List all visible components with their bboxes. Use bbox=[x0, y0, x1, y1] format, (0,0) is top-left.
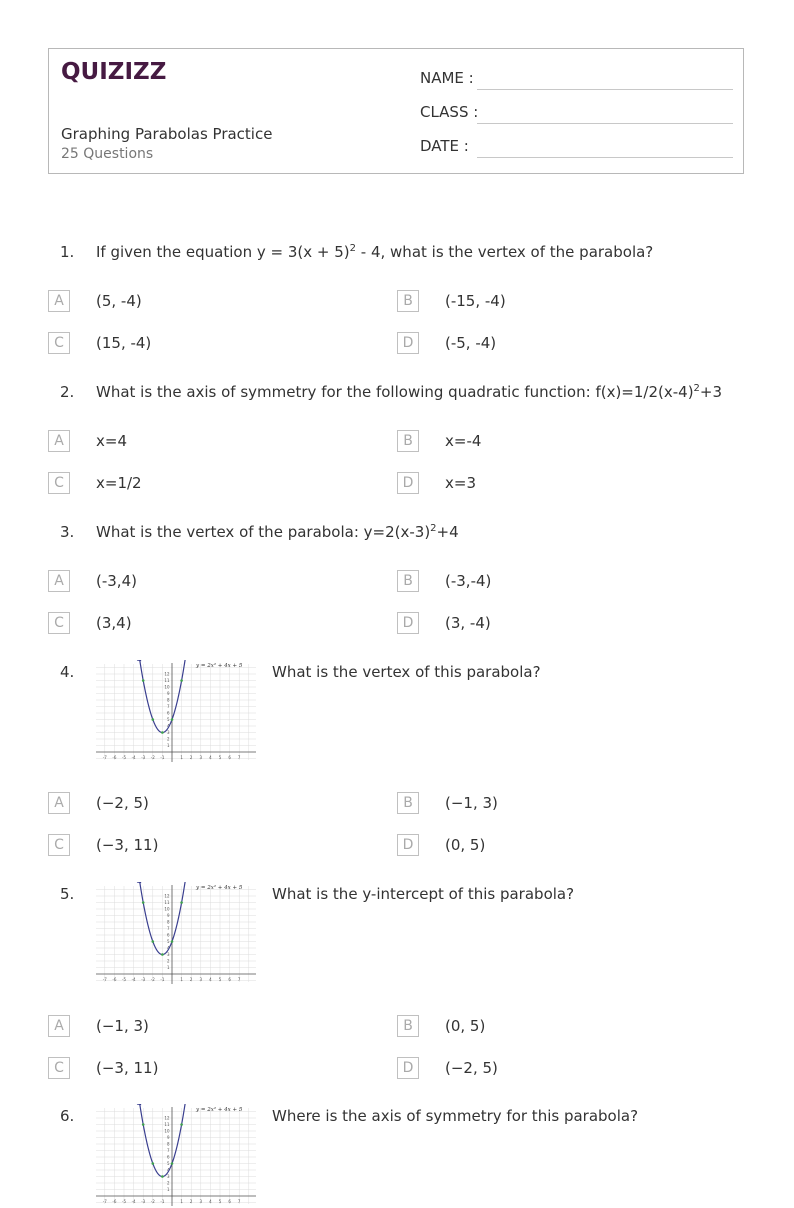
y-tick-label: 9 bbox=[166, 912, 170, 918]
x-tick-label: 4 bbox=[209, 977, 212, 982]
y-tick-label: 5 bbox=[166, 716, 170, 722]
option-letter-b[interactable]: B bbox=[397, 430, 419, 452]
option-letter-b[interactable]: B bbox=[397, 792, 419, 814]
option-letter-b[interactable]: B bbox=[397, 290, 419, 312]
y-tick-label: 6 bbox=[166, 932, 170, 938]
x-tick-label: -7 bbox=[102, 755, 107, 760]
y-tick-label: 4 bbox=[166, 945, 170, 951]
graph-point bbox=[152, 718, 155, 721]
x-tick-label: -1 bbox=[160, 1199, 165, 1204]
option-text: (−3, 11) bbox=[96, 836, 159, 854]
y-tick-label: 4 bbox=[166, 1167, 170, 1173]
y-tick-label: 6 bbox=[166, 1154, 170, 1160]
graph-point bbox=[171, 1162, 174, 1165]
graph-equation: y = 2x² + 4x + 5 bbox=[196, 1107, 243, 1113]
x-tick-label: -5 bbox=[122, 755, 126, 760]
y-tick-label: 9 bbox=[166, 690, 170, 696]
option-text: (3,4) bbox=[96, 614, 132, 632]
option-text: (0, 5) bbox=[445, 836, 486, 854]
x-tick-label: 5 bbox=[218, 1199, 222, 1204]
parabola-graph bbox=[96, 1104, 256, 1208]
x-tick-label: 7 bbox=[237, 755, 241, 760]
x-tick-label: -4 bbox=[131, 755, 136, 760]
parabola-graph bbox=[96, 660, 256, 764]
x-tick-label: 6 bbox=[228, 755, 231, 760]
option-letter-a[interactable]: A bbox=[48, 1015, 70, 1037]
option-letter-c[interactable]: C bbox=[48, 332, 70, 354]
y-tick-label: 1 bbox=[166, 742, 170, 748]
option-letter-a[interactable]: A bbox=[48, 792, 70, 814]
y-tick-label: 1 bbox=[166, 964, 170, 970]
x-tick-label: 2 bbox=[189, 1199, 193, 1204]
question-text: What is the axis of symmetry for the following quadratic function: $f(x)=1/2(x-4)^2+3$ bbox=[96, 383, 723, 401]
x-tick-label: -6 bbox=[112, 755, 117, 760]
question-number: 5. bbox=[60, 885, 75, 903]
y-tick-label: 2 bbox=[166, 736, 170, 742]
x-tick-label: -6 bbox=[112, 1199, 117, 1204]
option-letter-c[interactable]: C bbox=[48, 472, 70, 494]
option-text: (-5, -4) bbox=[445, 334, 497, 352]
graph-point bbox=[152, 1162, 155, 1165]
y-tick-label: 3 bbox=[166, 729, 170, 735]
option-letter-c[interactable]: C bbox=[48, 834, 70, 856]
graph-point bbox=[161, 731, 164, 734]
x-tick-label: 4 bbox=[209, 755, 212, 760]
graph-point bbox=[171, 940, 174, 943]
worksheet-title: Graphing Parabolas Practice bbox=[61, 125, 273, 143]
x-tick-label: 5 bbox=[218, 755, 222, 760]
graph-point bbox=[180, 1123, 183, 1126]
option-letter-b[interactable]: B bbox=[397, 1015, 419, 1037]
x-tick-label: 1 bbox=[180, 755, 183, 760]
name-field[interactable] bbox=[477, 89, 733, 90]
option-text: x=3 bbox=[445, 474, 476, 492]
graph-point bbox=[161, 1175, 164, 1178]
x-tick-label: -4 bbox=[131, 1199, 136, 1204]
y-tick-label: 11 bbox=[164, 1121, 170, 1127]
option-letter-a[interactable]: A bbox=[48, 290, 70, 312]
option-text: x=1/2 bbox=[96, 474, 142, 492]
graph-point bbox=[180, 679, 183, 682]
option-text: (5, -4) bbox=[96, 292, 142, 310]
option-text: (3, -4) bbox=[445, 614, 491, 632]
graph-point bbox=[161, 953, 164, 956]
question-text: If given the equation $y = 3(x + 5)^2 - 4$, what is the vertex of the parabola? bbox=[96, 243, 654, 261]
question-count: 25 Questions bbox=[61, 146, 154, 162]
x-tick-label: 2 bbox=[189, 977, 193, 982]
arrow-icon bbox=[137, 882, 142, 883]
x-tick-label: 3 bbox=[199, 755, 203, 760]
option-text: x=4 bbox=[96, 432, 127, 450]
y-tick-label: 8 bbox=[166, 919, 170, 925]
y-tick-label: 3 bbox=[166, 1173, 170, 1179]
name-label: NAME : bbox=[420, 69, 474, 87]
y-tick-label: 2 bbox=[166, 1180, 170, 1186]
x-tick-label: -3 bbox=[141, 977, 146, 982]
option-letter-b[interactable]: B bbox=[397, 570, 419, 592]
x-tick-label: -6 bbox=[112, 977, 117, 982]
quizizz-logo: QUIZIZZ bbox=[61, 59, 167, 85]
option-letter-a[interactable]: A bbox=[48, 570, 70, 592]
date-field[interactable] bbox=[477, 157, 733, 158]
option-letter-a[interactable]: A bbox=[48, 430, 70, 452]
graph-equation: y = 2x² + 4x + 5 bbox=[196, 663, 243, 669]
question-text: What is the vertex of the parabola: $y=2(x-3)^2+4$ bbox=[96, 523, 459, 541]
option-letter-d[interactable]: D bbox=[397, 612, 419, 634]
option-letter-d[interactable]: D bbox=[397, 834, 419, 856]
option-text: (-3,4) bbox=[96, 572, 137, 590]
y-tick-label: 4 bbox=[166, 723, 170, 729]
x-tick-label: -7 bbox=[102, 977, 107, 982]
arrow-icon bbox=[137, 660, 142, 661]
option-letter-d[interactable]: D bbox=[397, 332, 419, 354]
x-tick-label: 1 bbox=[180, 977, 183, 982]
y-tick-label: 9 bbox=[166, 1134, 170, 1140]
graph-point bbox=[142, 901, 145, 904]
y-tick-label: 12 bbox=[164, 893, 170, 899]
y-tick-label: 10 bbox=[164, 684, 170, 690]
parabola-graph bbox=[96, 882, 256, 986]
x-tick-label: 7 bbox=[237, 1199, 241, 1204]
graph-point bbox=[142, 1123, 145, 1126]
option-letter-c[interactable]: C bbox=[48, 612, 70, 634]
x-tick-label: -4 bbox=[131, 977, 136, 982]
class-field[interactable] bbox=[477, 123, 733, 124]
option-text: x=-4 bbox=[445, 432, 482, 450]
arrow-icon bbox=[137, 1104, 142, 1105]
graph-point bbox=[152, 940, 155, 943]
x-tick-label: 6 bbox=[228, 1199, 231, 1204]
y-tick-label: 10 bbox=[164, 1128, 170, 1134]
x-tick-label: -2 bbox=[150, 977, 155, 982]
class-label: CLASS : bbox=[420, 103, 479, 121]
option-text: (15, -4) bbox=[96, 334, 152, 352]
graph-point bbox=[180, 901, 183, 904]
question-number: 2. bbox=[60, 383, 75, 401]
x-tick-label: -2 bbox=[150, 1199, 155, 1204]
graph-point bbox=[142, 679, 145, 682]
y-tick-label: 5 bbox=[166, 1160, 170, 1166]
graph-equation: y = 2x² + 4x + 5 bbox=[196, 885, 243, 891]
option-text: (0, 5) bbox=[445, 1017, 486, 1035]
question-text: What is the vertex of this parabola? bbox=[272, 663, 541, 681]
y-tick-label: 8 bbox=[166, 697, 170, 703]
x-tick-label: -3 bbox=[141, 1199, 146, 1204]
option-text: (−2, 5) bbox=[445, 1059, 498, 1077]
question-number: 3. bbox=[60, 523, 75, 541]
graph-point bbox=[171, 718, 174, 721]
option-letter-d[interactable]: D bbox=[397, 472, 419, 494]
y-tick-label: 7 bbox=[166, 925, 170, 931]
question-text: What is the y-intercept of this parabola? bbox=[272, 885, 575, 903]
y-tick-label: 6 bbox=[166, 710, 170, 716]
option-text: (−1, 3) bbox=[445, 794, 498, 812]
date-label: DATE : bbox=[420, 137, 469, 155]
question-number: 1. bbox=[60, 243, 75, 261]
y-tick-label: 12 bbox=[164, 671, 170, 677]
x-tick-label: 2 bbox=[189, 755, 193, 760]
option-letter-c[interactable]: C bbox=[48, 1057, 70, 1079]
x-tick-label: 3 bbox=[199, 1199, 203, 1204]
x-tick-label: 4 bbox=[209, 1199, 212, 1204]
x-tick-label: 5 bbox=[218, 977, 222, 982]
y-tick-label: 11 bbox=[164, 899, 170, 905]
option-text: (-15, -4) bbox=[445, 292, 506, 310]
y-tick-label: 1 bbox=[166, 1186, 170, 1192]
option-text: (-3,-4) bbox=[445, 572, 492, 590]
x-tick-label: -7 bbox=[102, 1199, 107, 1204]
question-number: 6. bbox=[60, 1107, 75, 1125]
x-tick-label: -1 bbox=[160, 755, 165, 760]
y-tick-label: 7 bbox=[166, 703, 170, 709]
option-text: (−2, 5) bbox=[96, 794, 149, 812]
worksheet-header bbox=[48, 48, 744, 174]
y-tick-label: 3 bbox=[166, 951, 170, 957]
y-tick-label: 12 bbox=[164, 1115, 170, 1121]
x-tick-label: -3 bbox=[141, 755, 146, 760]
y-tick-label: 10 bbox=[164, 906, 170, 912]
x-tick-label: 7 bbox=[237, 977, 241, 982]
x-tick-label: 3 bbox=[199, 977, 203, 982]
x-tick-label: -5 bbox=[122, 1199, 126, 1204]
question-text: Where is the axis of symmetry for this parabola? bbox=[272, 1107, 639, 1125]
y-tick-label: 5 bbox=[166, 938, 170, 944]
x-tick-label: 6 bbox=[228, 977, 231, 982]
y-tick-label: 7 bbox=[166, 1147, 170, 1153]
y-tick-label: 8 bbox=[166, 1141, 170, 1147]
y-tick-label: 2 bbox=[166, 958, 170, 964]
question-number: 4. bbox=[60, 663, 75, 681]
x-tick-label: -1 bbox=[160, 977, 165, 982]
y-tick-label: 11 bbox=[164, 677, 170, 683]
option-text: (−1, 3) bbox=[96, 1017, 149, 1035]
x-tick-label: 1 bbox=[180, 1199, 183, 1204]
option-letter-d[interactable]: D bbox=[397, 1057, 419, 1079]
x-tick-label: -5 bbox=[122, 977, 126, 982]
x-tick-label: -2 bbox=[150, 755, 155, 760]
option-text: (−3, 11) bbox=[96, 1059, 159, 1077]
